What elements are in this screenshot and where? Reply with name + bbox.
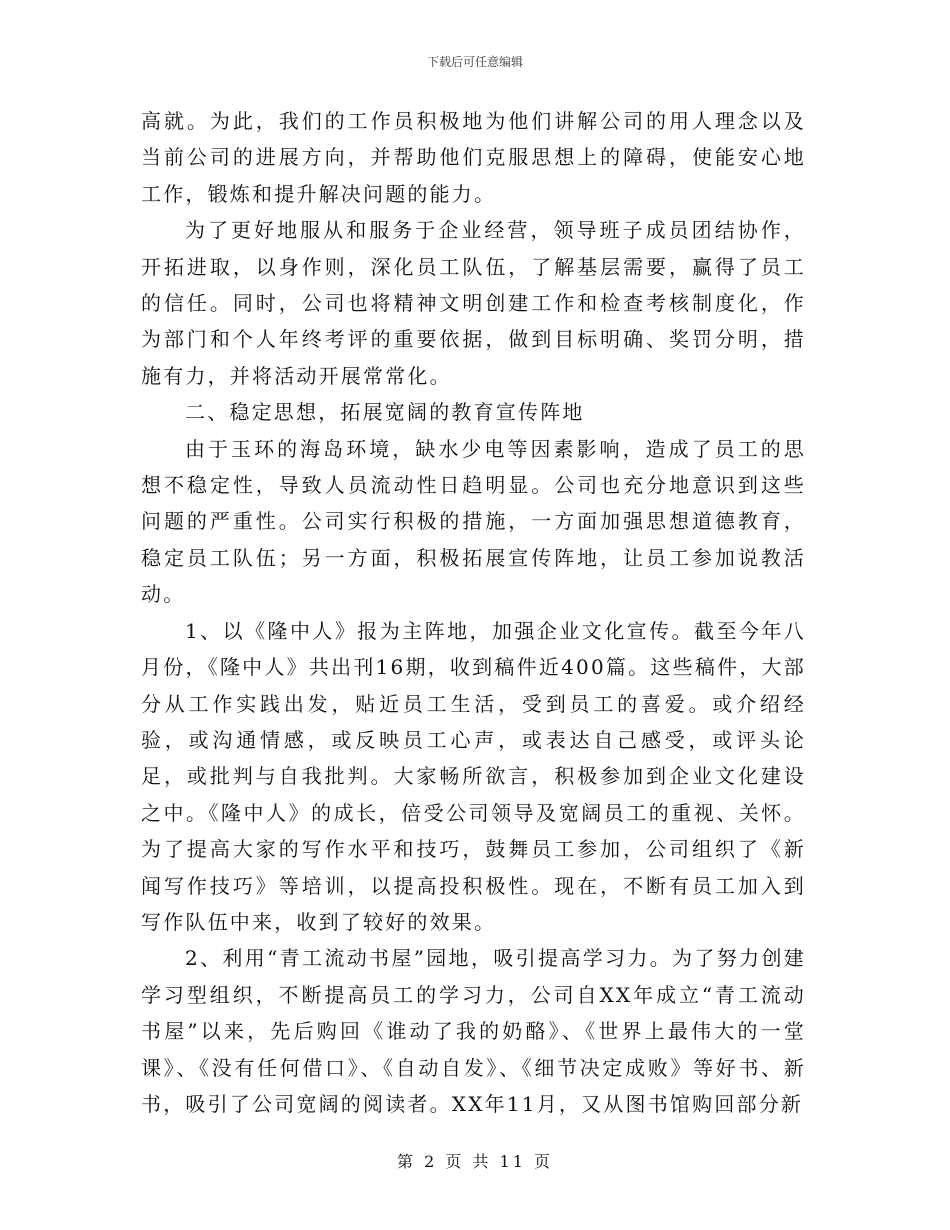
paragraph: 由于玉环的海岛环境，缺水少电等因素影响，造成了员工的思想不稳定性，导致人员流动性日趋明显。公司也充分地意识到这些问题的严重性。公司实行积极的措施，一方面加强思想道德教育，稳定员工队伍；另一方面，积极拓展宣传阵地，让员工参加说教活动。 <box>141 436 806 607</box>
page-header: 下载后可任意编辑 <box>426 55 523 69</box>
document-body <box>141 103 806 1122</box>
page-number-footer: 第 2 页 共 11 页 <box>397 1152 553 1171</box>
section-heading: 二、稳定思想，拓展宽阔的教育宣传阵地 <box>185 400 585 425</box>
paragraph: 2、利用“青工流动书屋”园地，吸引提高学习力。为了努力创建学习型组织，不断提高员工的学习力，公司自XX年成立“青工流动书屋”以来，先后购回《谁动了我的奶酪》、《世界上最伟大的一堂课》、《没有任何借口》、《自动自发》、《细节决定成败》等好书、新书，吸引了公司宽阔的阅读者。XX年11月，又从图书馆购回部分新 <box>141 946 806 1116</box>
paragraph: 为了更好地服从和服务于企业经营，领导班子成员团结协作，开拓进取，以身作则，深化员工队伍，了解基层需要，赢得了员工的信任。同时，公司也将精神文明创建工作和检查考核制度化，作为部门和个人年终考评的重要依据，做到目标明确、奖罚分明，措施有力，并将活动开展常常化。 <box>141 218 806 388</box>
paragraph-continued: 高就。为此，我们的工作员积极地为他们讲解公司的用人理念以及当前公司的进展方向，并帮助他们克服思想上的障碍，使能安心地工作，锻炼和提升解决问题的能力。 <box>141 109 806 206</box>
paragraph: 1、以《隆中人》报为主阵地，加强企业文化宣传。截至今年八月份，《隆中人》共出刊16期，收到稿件近400篇。这些稿件，大部分从工作实践出发，贴近员工生活，受到员工的喜爱。或介绍经验，或沟通情感，或反映员工心声，或表达自己感受，或评头论足，或批判与自我批判。大家畅所欲言，积极参加到企业文化建设之中。《隆中人》的成长，倍受公司领导及宽阔员工的重视、关怀。为了提高大家的写作水平和技巧，鼓舞员工参加，公司组织了《新闻写作技巧》等培训，以提高投积极性。现在，不断有员工加入到写作队伍中来，收到了较好的效果。 <box>141 618 806 934</box>
